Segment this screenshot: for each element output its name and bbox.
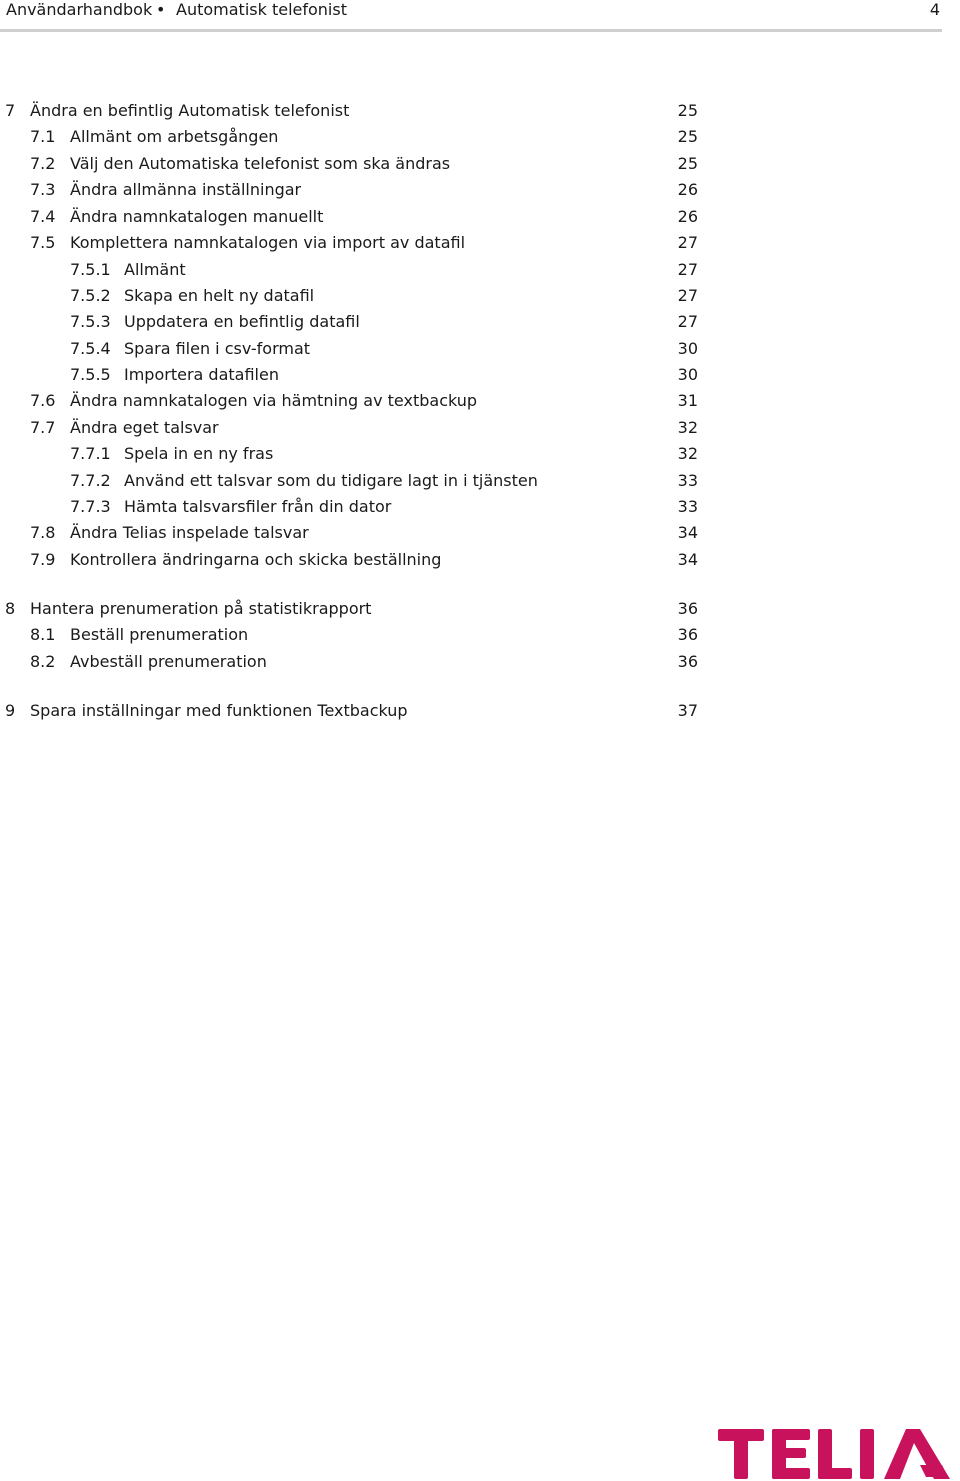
toc-entry[interactable] — [0, 177, 720, 203]
toc-entry-title: Spara inställningar med funktionen Textbackup — [30, 701, 408, 720]
toc-entry-page: 25 — [677, 154, 698, 173]
toc-entry-number: 7.5.4 — [70, 339, 111, 358]
toc-entry-title: Kontrollera ändringarna och skicka beställning — [70, 550, 442, 569]
document-title: Användarhandbok — [6, 0, 153, 19]
toc-entry-title: Hämta talsvarsfiler från din dator — [124, 497, 392, 516]
toc-entry-number: 7.1 — [30, 127, 56, 146]
page-number: 4 — [929, 0, 940, 19]
toc-entry-title: Ändra namnkatalogen manuellt — [70, 207, 324, 226]
toc-entry-page: 30 — [677, 365, 698, 384]
toc-entry[interactable] — [0, 468, 720, 494]
toc-entry-page: 36 — [677, 625, 698, 644]
toc-entry-title: Ändra en befintlig Automatisk telefonist — [30, 101, 350, 120]
toc-entry-number: 9 — [5, 701, 16, 720]
toc-entry-page: 27 — [677, 286, 698, 305]
toc-entry-title: Ändra Telias inspelade talsvar — [70, 523, 309, 542]
toc-entry[interactable] — [0, 257, 720, 283]
toc-entry[interactable] — [0, 98, 720, 124]
toc-entry-page: 36 — [677, 652, 698, 671]
toc-entry[interactable] — [0, 622, 720, 648]
toc-entry-page: 27 — [677, 233, 698, 252]
toc-entry[interactable] — [0, 494, 720, 520]
toc-entry-number: 7.7 — [30, 418, 56, 437]
toc-entry-title: Hantera prenumeration på statistikrapport — [30, 599, 372, 618]
toc-entry-title: Välj den Automatiska telefonist som ska ändras — [70, 154, 451, 173]
toc-entry-number: 7 — [5, 101, 16, 120]
toc-entry-page: 34 — [677, 550, 698, 569]
toc-entry-title: Spara filen i csv-format — [124, 339, 311, 358]
toc-entry-title: Importera datafilen — [124, 365, 279, 384]
toc-entry-number: 7.5.5 — [70, 365, 111, 384]
toc-entry[interactable] — [0, 415, 720, 441]
toc-entry-title: Ändra eget talsvar — [70, 418, 219, 437]
toc-entry[interactable] — [0, 151, 720, 177]
toc-entry[interactable] — [0, 698, 720, 724]
toc-entry[interactable] — [0, 547, 720, 573]
telia-logo — [716, 1425, 956, 1481]
toc-entry-number: 7.5 — [30, 233, 56, 252]
toc-entry-page: 27 — [677, 312, 698, 331]
toc-entry-number: 7.7.3 — [70, 497, 111, 516]
toc-entry-title: Allmänt om arbetsgången — [70, 127, 279, 146]
toc-entry[interactable] — [0, 520, 720, 546]
toc-entry[interactable] — [0, 388, 720, 414]
toc-entry-page: 25 — [677, 101, 698, 120]
toc-entry-page: 26 — [677, 207, 698, 226]
toc-entry-page: 31 — [677, 391, 698, 410]
toc-entry-page: 36 — [677, 599, 698, 618]
toc-entry-number: 8 — [5, 599, 16, 618]
toc-entry-title: Ändra namnkatalogen via hämtning av textbackup — [70, 391, 478, 410]
header-separator: • — [156, 0, 166, 19]
toc-entry-page: 32 — [677, 444, 698, 463]
toc-entry-page: 25 — [677, 127, 698, 146]
toc-entry-number: 7.7.1 — [70, 444, 111, 463]
toc-entry[interactable] — [0, 441, 720, 467]
toc-entry[interactable] — [0, 596, 720, 622]
toc-entry-number: 7.3 — [30, 180, 56, 199]
toc-entry-number: 7.6 — [30, 391, 56, 410]
toc-entry-title: Avbeställ prenumeration — [70, 652, 267, 671]
toc-entry-number: 7.5.2 — [70, 286, 111, 305]
toc-entry-page: 26 — [677, 180, 698, 199]
page-header — [0, 0, 942, 30]
toc-entry-title: Beställ prenumeration — [70, 625, 249, 644]
toc-entry-number: 7.2 — [30, 154, 56, 173]
toc-entry-number: 7.7.2 — [70, 471, 111, 490]
header-divider — [0, 29, 942, 32]
toc-entry-number: 7.5.1 — [70, 260, 111, 279]
toc-entry-page: 37 — [677, 701, 698, 720]
toc-entry[interactable] — [0, 649, 720, 675]
toc-entry-number: 8.2 — [30, 652, 56, 671]
toc-entry-title: Använd ett talsvar som du tidigare lagt in i tjänsten — [124, 471, 538, 490]
header-section-title: Automatisk telefonist — [176, 0, 347, 19]
toc-entry[interactable] — [0, 204, 720, 230]
toc-entry-number: 7.9 — [30, 550, 56, 569]
toc-entry-title: Skapa en helt ny datafil — [124, 286, 315, 305]
toc-entry[interactable] — [0, 309, 720, 335]
toc-entry-page: 34 — [677, 523, 698, 542]
toc-entry-title: Allmänt — [124, 260, 186, 279]
toc-entry-number: 8.1 — [30, 625, 56, 644]
toc-entry-page: 32 — [677, 418, 698, 437]
toc-entry[interactable] — [0, 283, 720, 309]
toc-entry[interactable] — [0, 336, 720, 362]
toc-entry-title: Ändra allmänna inställningar — [70, 180, 302, 199]
toc-entry-page: 33 — [677, 497, 698, 516]
toc-entry[interactable] — [0, 230, 720, 256]
toc-entry-page: 33 — [677, 471, 698, 490]
toc-entry-title: Komplettera namnkatalogen via import av datafil — [70, 233, 466, 252]
toc-entry-title: Uppdatera en befintlig datafil — [124, 312, 360, 331]
toc-entry-number: 7.8 — [30, 523, 56, 542]
toc-entry[interactable] — [0, 124, 720, 150]
toc-entry-page: 30 — [677, 339, 698, 358]
toc-entry[interactable] — [0, 362, 720, 388]
toc-entry-number: 7.4 — [30, 207, 56, 226]
toc-entry-page: 27 — [677, 260, 698, 279]
toc-entry-number: 7.5.3 — [70, 312, 111, 331]
toc-entry-title: Spela in en ny fras — [124, 444, 274, 463]
